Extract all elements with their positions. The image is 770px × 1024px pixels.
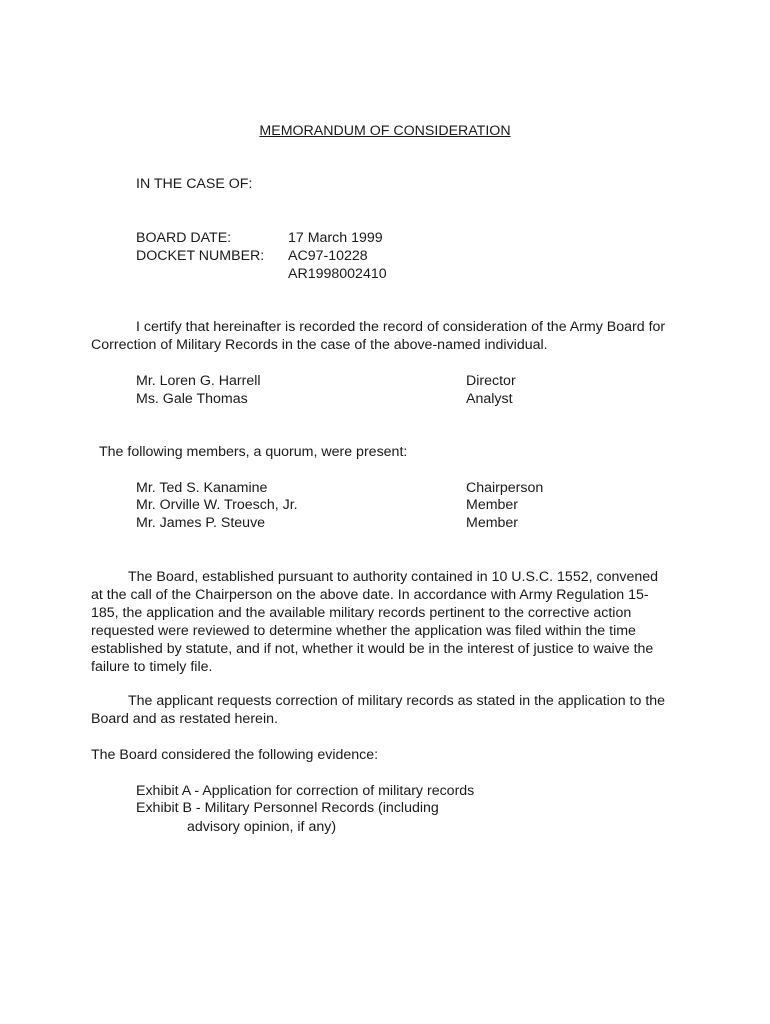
quorum-statement: The following members, a quorum, were present: bbox=[99, 444, 408, 460]
case-label: IN THE CASE OF: bbox=[136, 176, 253, 192]
board-date-value: 17 March 1999 bbox=[288, 230, 383, 246]
member-name: Mr. Ted S. Kanamine bbox=[136, 480, 268, 496]
staff-role: Analyst bbox=[466, 391, 513, 407]
staff-role: Director bbox=[466, 373, 516, 389]
exhibit-a: Exhibit A - Application for correction of military records bbox=[136, 783, 475, 799]
member-role: Chairperson bbox=[466, 480, 544, 496]
member-name: Mr. James P. Steuve bbox=[136, 515, 266, 531]
member-role: Member bbox=[466, 515, 519, 531]
evidence-intro: The Board considered the following evidence: bbox=[91, 747, 379, 763]
exhibit-b-continued: advisory opinion, if any) bbox=[187, 819, 337, 835]
exhibit-b: Exhibit B - Military Personnel Records (including bbox=[136, 800, 439, 816]
board-date-label: BOARD DATE: bbox=[136, 230, 232, 246]
certification-paragraph: I certify that hereinafter is recorded the record of consideration of the Army Board for Correction of Military Records in the case of the above-named individual. bbox=[91, 319, 666, 353]
member-name: Mr. Orville W. Troesch, Jr. bbox=[136, 497, 298, 513]
page-title: MEMORANDUM OF CONSIDERATION bbox=[259, 123, 511, 139]
docket-number-value: AC97-10228 bbox=[288, 248, 368, 264]
docket-number-value-secondary: AR1998002410 bbox=[288, 266, 387, 282]
board-authority-paragraph: The Board, established pursuant to authority contained in 10 U.S.C. 1552, convened at the call of the Chairperson on the above date. In accordance with Army Regulation 15-185, the application and the available military records pertinent to the corrective action requested were reviewed to determine whether the application was filed within the time established by statute, and if not, whether it would be in the interest of justice to waive the failure to timely file. bbox=[91, 569, 659, 675]
staff-name: Ms. Gale Thomas bbox=[136, 391, 248, 407]
member-role: Member bbox=[466, 497, 519, 513]
docket-number-label: DOCKET NUMBER: bbox=[136, 248, 265, 264]
applicant-request-paragraph: The applicant requests correction of military records as stated in the application to the Board and as restated herein. bbox=[91, 693, 666, 727]
staff-name: Mr. Loren G. Harrell bbox=[136, 373, 261, 389]
